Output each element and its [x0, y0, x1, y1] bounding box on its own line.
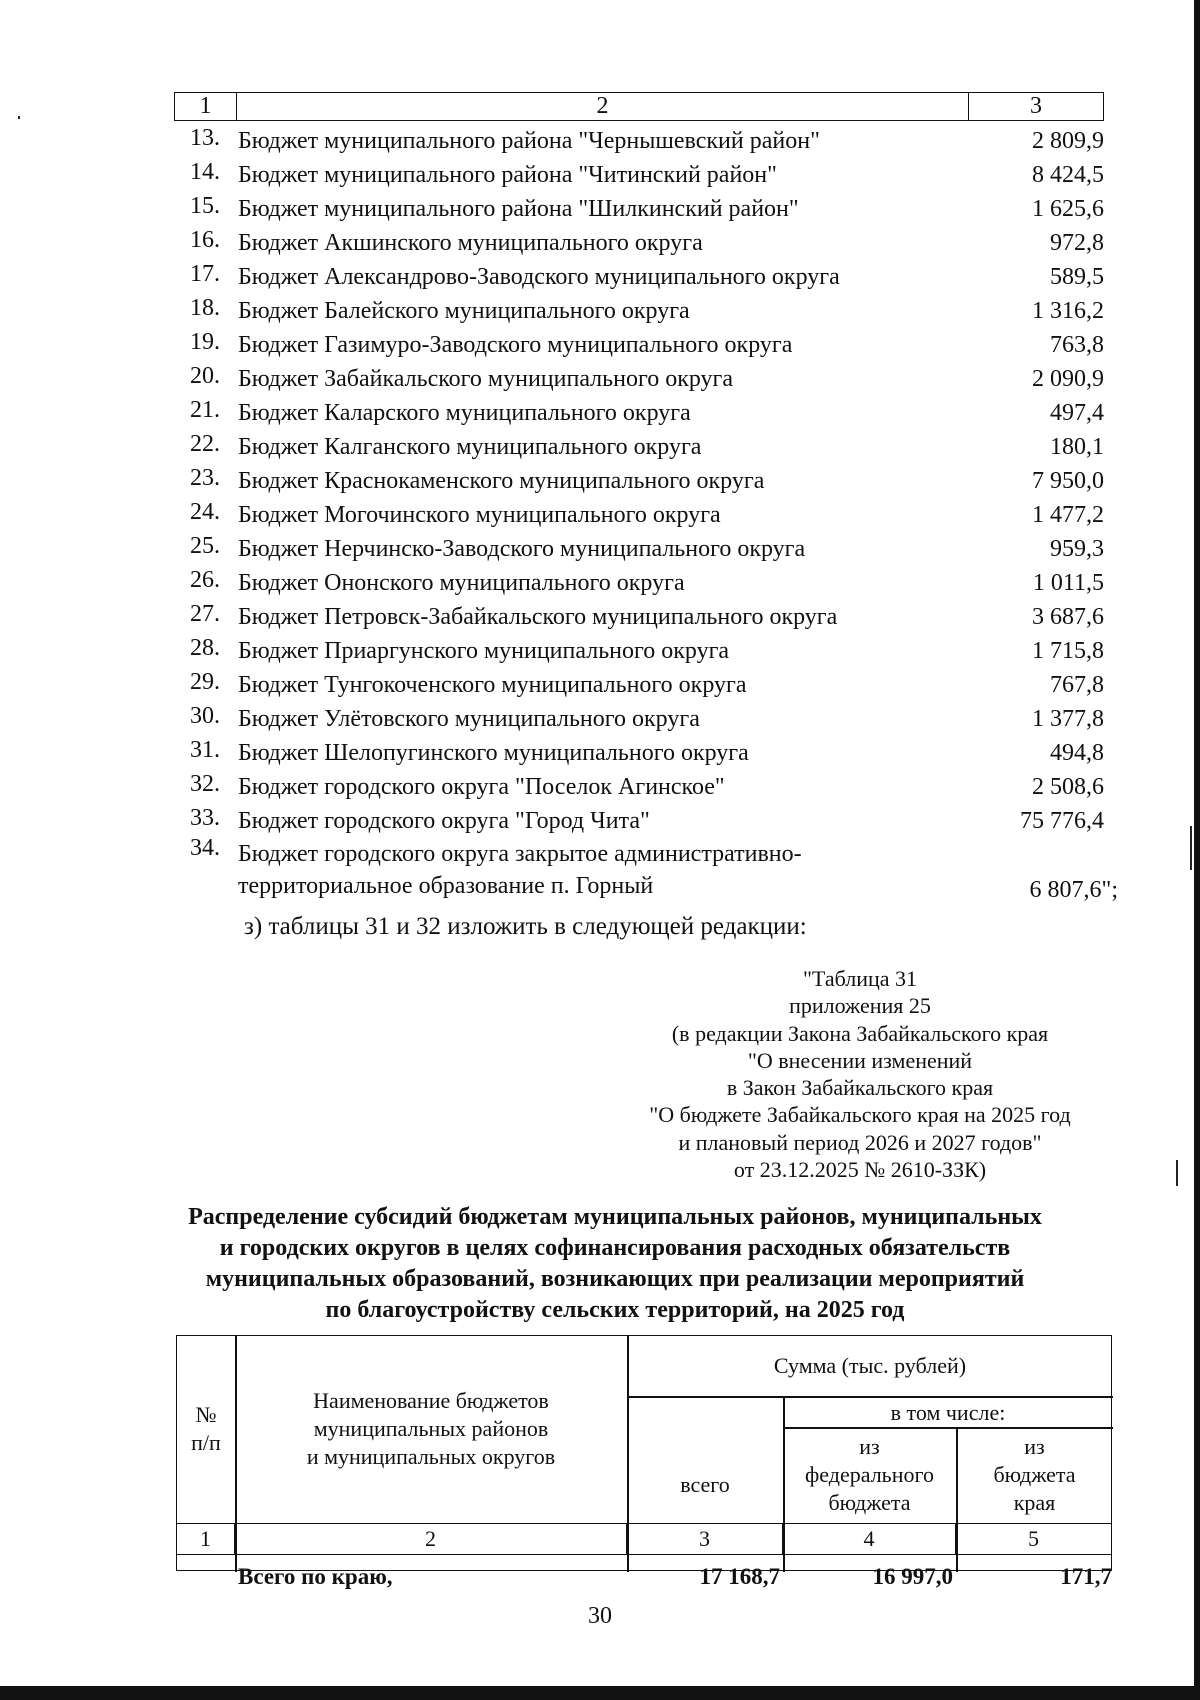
scan-edge-right	[1194, 0, 1200, 1700]
row-name: Бюджет Шелопугинского муниципального округа	[238, 739, 749, 766]
caption-line: от 23.12.2025 № 2610-ЗЗК)	[733, 1157, 987, 1183]
scan-speck	[18, 116, 20, 119]
row-name: Бюджет Могочинского муниципального округа	[238, 501, 721, 528]
row-value: 494,8	[1050, 739, 1104, 766]
row-name: Бюджет Калганского муниципального округа	[238, 433, 702, 460]
row-number: 17.	[190, 260, 220, 287]
row-number: 14.	[190, 158, 220, 185]
row-value: 3 687,6	[1032, 603, 1104, 630]
header-name-line: муниципальных районов	[313, 1416, 549, 1441]
header-name-line: Наименование бюджетов	[313, 1388, 549, 1413]
table-row	[174, 158, 1104, 192]
table-caption	[600, 965, 1120, 1183]
row-name: Бюджет Приаргунского муниципального округа	[238, 637, 730, 664]
table-row	[174, 362, 1104, 396]
amendment-paragraph: з) таблицы 31 и 32 изложить в следующей редакции:	[244, 913, 807, 940]
row-number: 27.	[190, 600, 220, 627]
row-name: Бюджет Акшинского муниципального округа	[238, 229, 703, 256]
table-row	[174, 124, 1104, 158]
header-regional-line: края	[1013, 1490, 1056, 1515]
table-row	[174, 226, 1104, 260]
page-number: 30	[588, 1603, 612, 1629]
row-name: Бюджет городского округа "Поселок Агинское"	[238, 773, 725, 800]
row-value: 972,8	[1050, 229, 1104, 256]
row-number: 29.	[190, 668, 220, 695]
row-value: 2 090,9	[1032, 365, 1104, 392]
table-row	[174, 835, 1118, 906]
row-value: 2 508,6	[1032, 773, 1104, 800]
row-name: Бюджет Петровск-Забайкальского муниципального округа	[238, 603, 838, 630]
table-row	[174, 192, 1104, 226]
row-number: 21.	[190, 396, 220, 423]
subsidy-table-column-numbers	[176, 1523, 1112, 1555]
scan-edge-bottom	[0, 1686, 1200, 1700]
row-number: 16.	[190, 226, 220, 253]
table-row	[174, 498, 1104, 532]
header-number-line: п/п	[191, 1430, 221, 1455]
table-row	[174, 294, 1104, 328]
row-name	[236, 838, 968, 902]
table-row	[174, 464, 1104, 498]
header-number-line: №	[195, 1402, 217, 1427]
total-label: Всего по краю,	[238, 1564, 393, 1589]
heading-line: муниципальных образований, возникающих при реализации мероприятий	[205, 1266, 1025, 1292]
row-number: 25.	[190, 532, 220, 559]
row-name-line: территориальное образование п. Горный	[238, 873, 654, 899]
row-name: Бюджет Нерчинско-Заводского муниципального округа	[238, 535, 806, 562]
header-federal-line: бюджета	[828, 1490, 911, 1515]
row-name-line: Бюджет городского округа закрытое административно-	[238, 841, 802, 867]
table-row	[174, 600, 1104, 634]
total-federal: 16 997,0	[872, 1564, 953, 1589]
row-name: Бюджет Ононского муниципального округа	[238, 569, 685, 596]
row-value: 1 715,8	[1032, 637, 1104, 664]
header-name-line: и муниципальных округов	[306, 1444, 556, 1469]
row-number: 18.	[190, 294, 220, 321]
caption-line: в Закон Забайкальского края	[726, 1075, 994, 1101]
header-regional-line: бюджета	[993, 1462, 1076, 1487]
table-row	[174, 736, 1104, 770]
header-federal-line: федерального	[805, 1462, 934, 1487]
row-number: 23.	[190, 464, 220, 491]
row-number: 22.	[190, 430, 220, 457]
total-regional: 171,7	[1060, 1564, 1112, 1589]
total-sum: 17 168,7	[699, 1564, 780, 1589]
row-value: 1 477,2	[1032, 501, 1104, 528]
heading-line: Распределение субсидий бюджетам муниципальных районов, муниципальных	[188, 1204, 1042, 1230]
top-table-body	[174, 124, 1118, 906]
scan-speck	[1190, 826, 1192, 870]
column-number: 3	[627, 1524, 783, 1554]
row-value: 1 377,8	[1032, 705, 1104, 732]
row-name: Бюджет городского округа "Город Чита"	[238, 807, 650, 834]
table-row	[174, 260, 1104, 294]
row-value: 1 625,6	[1032, 195, 1104, 222]
column-number: 5	[1028, 1526, 1039, 1551]
row-value: 2 809,9	[1032, 127, 1104, 154]
column-number: 2	[235, 1524, 627, 1554]
row-number: 24.	[190, 498, 220, 525]
total-row	[176, 1557, 1112, 1597]
header-regional-line: из	[1024, 1434, 1045, 1459]
section-heading	[150, 1202, 1080, 1326]
scan-speck	[1176, 1160, 1178, 1186]
table-row	[174, 634, 1104, 668]
row-name: Бюджет Балейского муниципального округа	[238, 297, 690, 324]
row-value: 6 807,6";	[1029, 877, 1118, 903]
row-number: 19.	[190, 328, 220, 355]
row-name: Бюджет муниципального района "Чернышевский район"	[238, 127, 820, 154]
header-federal	[783, 1428, 956, 1522]
table-row	[174, 532, 1104, 566]
row-value: 8 424,5	[1032, 161, 1104, 188]
row-name: Бюджет Забайкальского муниципального округа	[238, 365, 734, 392]
header-total: всего	[680, 1472, 730, 1497]
caption-line: "Таблица 31	[802, 966, 918, 991]
row-number: 26.	[190, 566, 220, 593]
heading-line: и городских округов в целях софинансирования расходных обязательств	[219, 1235, 1011, 1261]
table-row	[174, 396, 1104, 430]
row-value: 75 776,4	[1020, 807, 1104, 834]
row-number: 13.	[190, 124, 220, 151]
table-row	[174, 566, 1104, 600]
col-header-1: 1	[175, 93, 237, 120]
column-number: 4	[783, 1524, 956, 1554]
row-name: Бюджет Александрово-Заводского муниципального округа	[238, 263, 840, 290]
row-name: Бюджет муниципального района "Шилкинский район"	[238, 195, 799, 222]
row-number: 33.	[190, 804, 220, 831]
row-number: 15.	[190, 192, 220, 219]
col-header-3: 3	[1030, 93, 1042, 119]
row-name: Бюджет Каларского муниципального округа	[238, 399, 691, 426]
table-row	[174, 804, 1104, 838]
caption-line: приложения 25	[789, 993, 931, 1019]
table-row	[174, 328, 1104, 362]
header-number	[177, 1336, 235, 1522]
header-budget-name	[235, 1336, 627, 1522]
row-value: 1 316,2	[1032, 297, 1104, 324]
row-number: 20.	[190, 362, 220, 389]
header-regional	[956, 1428, 1113, 1522]
row-value: 959,3	[1050, 535, 1104, 562]
caption-line: и плановый период 2026 и 2027 годов"	[678, 1129, 1042, 1155]
row-value: 763,8	[1050, 331, 1104, 358]
table-row	[174, 430, 1104, 464]
table-row	[174, 668, 1104, 702]
row-value: 497,4	[1050, 399, 1104, 426]
heading-line: по благоустройству сельских территорий, на 2025 год	[325, 1297, 905, 1323]
column-number: 1	[177, 1524, 235, 1554]
row-value: 589,5	[1050, 263, 1104, 290]
row-value: 767,8	[1050, 671, 1104, 698]
row-name: Бюджет Тунгокоченского муниципального округа	[238, 671, 747, 698]
row-name: Бюджет Газимуро-Заводского муниципального округа	[238, 331, 793, 358]
row-value: 7 950,0	[1032, 467, 1104, 494]
row-name: Бюджет муниципального района "Читинский район"	[238, 161, 777, 188]
row-number: 28.	[190, 634, 220, 661]
header-including: в том числе:	[890, 1399, 1006, 1425]
caption-line: (в редакции Закона Забайкальского края	[671, 1020, 1049, 1046]
caption-line: "О внесении изменений	[747, 1047, 973, 1073]
table-row	[174, 770, 1104, 804]
header-federal-line: из	[859, 1434, 880, 1459]
row-name: Бюджет Улётовского муниципального округа	[238, 705, 700, 732]
row-number: 34.	[190, 835, 220, 861]
row-number: 30.	[190, 702, 220, 729]
header-sum: Сумма (тыс. рублей)	[773, 1353, 967, 1378]
row-number: 31.	[190, 736, 220, 763]
caption-line: "О бюджете Забайкальского края на 2025 год	[649, 1102, 1071, 1128]
row-value: 1 011,5	[1032, 569, 1104, 596]
row-value: 180,1	[1050, 433, 1104, 460]
table-row	[174, 702, 1104, 736]
row-number: 32.	[190, 770, 220, 797]
row-name: Бюджет Краснокаменского муниципального округа	[238, 467, 765, 494]
top-table-header	[174, 92, 1104, 121]
col-header-2: 2	[237, 93, 969, 120]
